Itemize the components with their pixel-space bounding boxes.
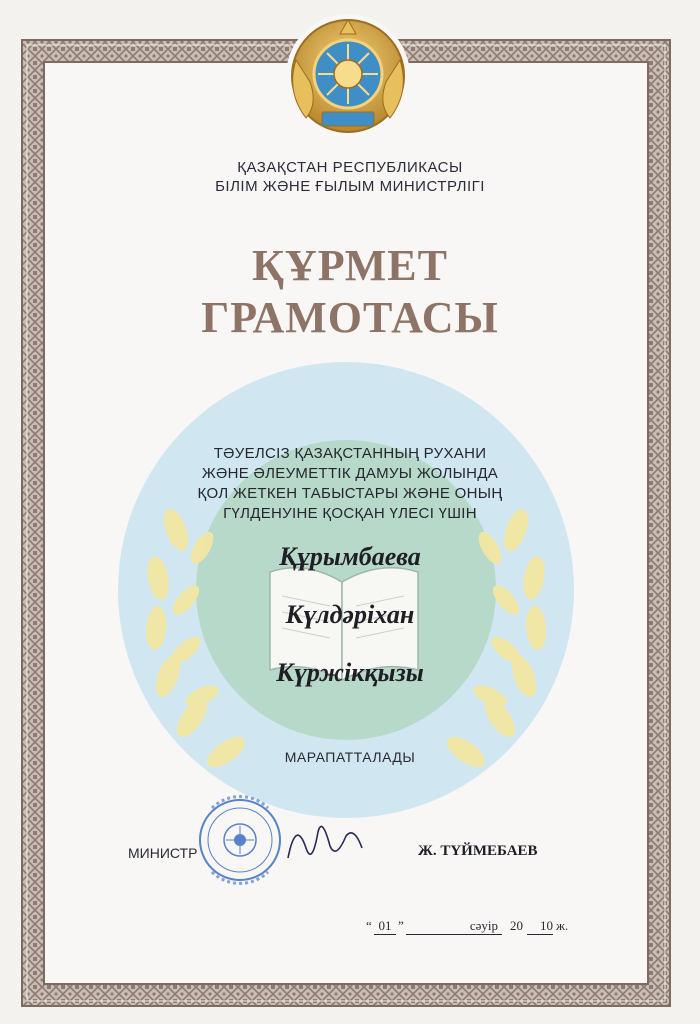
recipient-patronymic: Күржікқызы	[276, 658, 424, 687]
title-line-2: ГРАМОТАСЫ	[201, 293, 499, 342]
header-line-2: БІЛІМ ЖӘНЕ ҒЫЛЫМ МИНИСТРЛІГІ	[215, 178, 485, 195]
header-line-1: ҚАЗАҚСТАН РЕСПУБЛИКАСЫ	[237, 159, 463, 176]
minister-name: Ж. ТҮЙМЕБАЕВ	[418, 843, 538, 859]
recipient-surname: Құрымбаева	[279, 542, 421, 571]
awarded-text: МАРАПАТТАЛАДЫ	[284, 749, 416, 765]
reason-line-3: ҚОЛ ЖЕТКЕН ТАБЫСТАРЫ ЖӘНЕ ОНЫҢ	[197, 485, 503, 502]
reason-line-1: ТӘУЕЛСІЗ ҚАЗАҚСТАННЫҢ РУХАНИ	[213, 445, 487, 462]
ministry-header	[0, 158, 700, 196]
date-month: сәуір	[406, 918, 502, 935]
certificate-title	[0, 240, 700, 344]
date-close-quote: ”	[398, 918, 404, 933]
state-emblem-icon	[286, 14, 410, 138]
date-year-prefix: 20	[510, 918, 523, 933]
title-line-1: ҚҰРМЕТ	[252, 241, 448, 290]
date-year-suffix: 10	[527, 918, 553, 935]
award-reason	[0, 444, 700, 524]
date-open-quote: “	[366, 918, 372, 933]
recipient-given-name: Күлдәріхан	[285, 600, 415, 629]
minister-role: МИНИСТР	[128, 845, 198, 861]
reason-line-2: ЖӘНЕ ӘЛЕУМЕТТІК ДАМУЫ ЖОЛЫНДА	[201, 465, 499, 482]
date-year-unit: ж.	[556, 918, 569, 933]
reason-line-4: ГҮЛДЕНУІНЕ ҚОСҚАН ҮЛЕСІ ҮШІН	[223, 505, 477, 522]
date-day: 01	[374, 918, 396, 935]
